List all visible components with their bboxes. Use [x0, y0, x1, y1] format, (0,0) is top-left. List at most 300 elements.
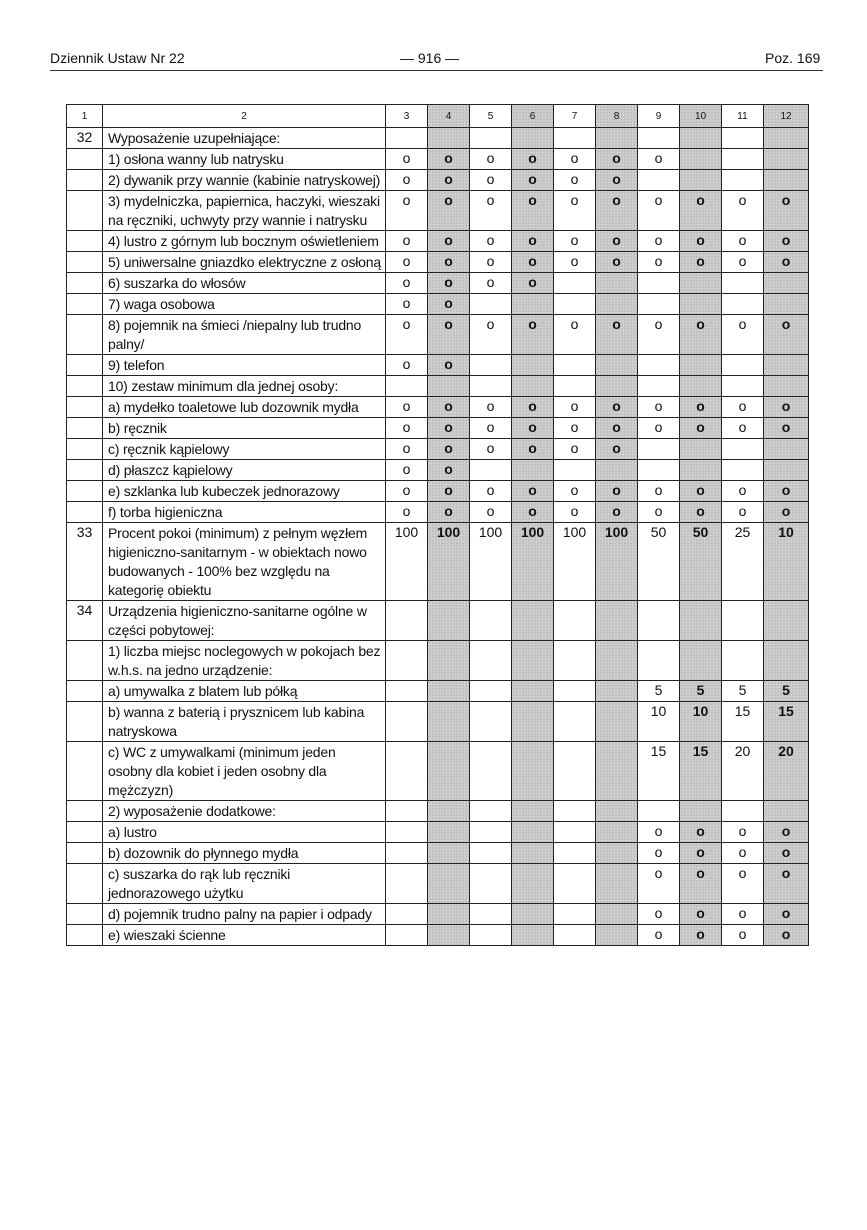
category-value-col-12 — [764, 801, 809, 822]
category-value-col-10: 10 — [680, 702, 722, 742]
category-value-col-3: o — [386, 231, 428, 252]
category-value-col-10 — [680, 439, 722, 460]
category-value-col-11: o — [722, 315, 764, 355]
category-value-col-12: o — [764, 418, 809, 439]
category-value-col-12: 10 — [764, 523, 809, 601]
category-value-col-3 — [386, 641, 428, 681]
row-number — [67, 460, 103, 481]
category-value-col-10: 5 — [680, 681, 722, 702]
row-number — [67, 191, 103, 231]
category-value-col-6 — [512, 801, 554, 822]
category-value-col-4: o — [428, 481, 470, 502]
table-row — [67, 397, 809, 418]
category-value-col-10 — [680, 149, 722, 170]
item-description: Wyposażenie uzupełniające: — [103, 128, 386, 149]
category-value-col-3: o — [386, 502, 428, 523]
category-value-col-4: o — [428, 191, 470, 231]
table-row — [67, 170, 809, 191]
item-description: 1) osłona wanny lub natrysku — [103, 149, 386, 170]
category-value-col-3 — [386, 601, 428, 641]
table-row — [67, 128, 809, 149]
category-value-col-4 — [428, 128, 470, 149]
category-value-col-3 — [386, 822, 428, 843]
category-value-col-6 — [512, 864, 554, 904]
table-row — [67, 864, 809, 904]
category-value-col-8 — [596, 294, 638, 315]
category-value-col-8: o — [596, 397, 638, 418]
category-value-col-10: o — [680, 231, 722, 252]
item-description: d) płaszcz kąpielowy — [103, 460, 386, 481]
category-value-col-7 — [554, 925, 596, 946]
category-value-col-10: 15 — [680, 742, 722, 801]
row-number — [67, 294, 103, 315]
category-value-col-7 — [554, 460, 596, 481]
category-value-col-7 — [554, 273, 596, 294]
category-value-col-7 — [554, 355, 596, 376]
category-value-col-8 — [596, 355, 638, 376]
category-value-col-7: o — [554, 481, 596, 502]
category-value-col-12: o — [764, 231, 809, 252]
category-value-col-5: o — [470, 170, 512, 191]
category-value-col-7: o — [554, 252, 596, 273]
category-value-col-6 — [512, 702, 554, 742]
table-row — [67, 355, 809, 376]
category-value-col-7: o — [554, 315, 596, 355]
category-value-col-11: o — [722, 843, 764, 864]
category-value-col-8 — [596, 601, 638, 641]
category-value-col-11: 15 — [722, 702, 764, 742]
category-value-col-5 — [470, 601, 512, 641]
category-value-col-11 — [722, 460, 764, 481]
item-description: f) torba higieniczna — [103, 502, 386, 523]
table-row — [67, 294, 809, 315]
category-value-col-9: o — [638, 925, 680, 946]
category-value-col-12: o — [764, 315, 809, 355]
category-value-col-4: o — [428, 273, 470, 294]
category-value-col-10 — [680, 376, 722, 397]
category-value-col-6: o — [512, 252, 554, 273]
category-value-col-7 — [554, 801, 596, 822]
category-value-col-4 — [428, 843, 470, 864]
category-value-col-3 — [386, 681, 428, 702]
category-value-col-3: 100 — [386, 523, 428, 601]
item-description: e) wieszaki ścienne — [103, 925, 386, 946]
category-value-col-7: o — [554, 170, 596, 191]
category-value-col-3 — [386, 128, 428, 149]
item-description: 2) wyposażenie dodatkowe: — [103, 801, 386, 822]
category-value-col-3: o — [386, 273, 428, 294]
category-value-col-7 — [554, 376, 596, 397]
category-value-col-12: o — [764, 397, 809, 418]
category-value-col-9: o — [638, 481, 680, 502]
category-value-col-9 — [638, 460, 680, 481]
category-value-col-6 — [512, 294, 554, 315]
category-value-col-5 — [470, 843, 512, 864]
category-value-col-12: o — [764, 252, 809, 273]
category-value-col-5 — [470, 742, 512, 801]
category-value-col-5: o — [470, 502, 512, 523]
category-value-col-11 — [722, 170, 764, 191]
category-value-col-7 — [554, 702, 596, 742]
row-number — [67, 376, 103, 397]
category-value-col-10: o — [680, 843, 722, 864]
category-value-col-6: o — [512, 439, 554, 460]
category-value-col-3: o — [386, 418, 428, 439]
category-value-col-6 — [512, 843, 554, 864]
category-value-col-4 — [428, 702, 470, 742]
category-value-col-4 — [428, 925, 470, 946]
category-value-col-8 — [596, 376, 638, 397]
category-value-col-11: o — [722, 822, 764, 843]
category-value-col-8 — [596, 128, 638, 149]
category-value-col-12 — [764, 439, 809, 460]
category-value-col-12 — [764, 170, 809, 191]
category-value-col-11: o — [722, 864, 764, 904]
category-value-col-8 — [596, 702, 638, 742]
row-number — [67, 315, 103, 355]
category-value-col-12 — [764, 641, 809, 681]
category-value-col-7: o — [554, 397, 596, 418]
row-number — [67, 864, 103, 904]
row-number — [67, 641, 103, 681]
category-value-col-8 — [596, 742, 638, 801]
item-description: b) ręcznik — [103, 418, 386, 439]
row-number — [67, 502, 103, 523]
category-value-col-6: 100 — [512, 523, 554, 601]
category-value-col-6: o — [512, 315, 554, 355]
category-value-col-11 — [722, 149, 764, 170]
category-value-col-9: o — [638, 864, 680, 904]
table-row — [67, 191, 809, 231]
category-value-col-8 — [596, 822, 638, 843]
category-value-col-9: 15 — [638, 742, 680, 801]
category-value-col-12: o — [764, 843, 809, 864]
category-value-col-5 — [470, 801, 512, 822]
page-number: — 916 — — [400, 50, 460, 66]
category-value-col-6 — [512, 681, 554, 702]
category-value-col-11: o — [722, 231, 764, 252]
category-value-col-6 — [512, 128, 554, 149]
column-header: 9 — [638, 105, 680, 128]
category-value-col-5 — [470, 702, 512, 742]
category-value-col-10: o — [680, 864, 722, 904]
category-value-col-12 — [764, 273, 809, 294]
table-row — [67, 460, 809, 481]
category-value-col-4: o — [428, 418, 470, 439]
category-value-col-5: 100 — [470, 523, 512, 601]
category-value-col-10: o — [680, 481, 722, 502]
category-value-col-5: o — [470, 315, 512, 355]
row-number: 33 — [67, 523, 103, 601]
category-value-col-3: o — [386, 149, 428, 170]
category-value-col-8: 100 — [596, 523, 638, 601]
table-row — [67, 481, 809, 502]
category-value-col-10: o — [680, 502, 722, 523]
row-number — [67, 252, 103, 273]
category-value-col-12: o — [764, 864, 809, 904]
item-description: a) umywalka z blatem lub półką — [103, 681, 386, 702]
category-value-col-3 — [386, 904, 428, 925]
category-value-col-12 — [764, 355, 809, 376]
row-number — [67, 149, 103, 170]
category-value-col-11 — [722, 294, 764, 315]
column-header: 12 — [764, 105, 809, 128]
category-value-col-4 — [428, 801, 470, 822]
item-description: 1) liczba miejsc noclegowych w pokojach bez w.h.s. na jedno urządzenie: — [103, 641, 386, 681]
category-value-col-9: o — [638, 418, 680, 439]
category-value-col-7 — [554, 864, 596, 904]
category-value-col-6: o — [512, 191, 554, 231]
category-value-col-5: o — [470, 397, 512, 418]
category-value-col-11: 5 — [722, 681, 764, 702]
category-value-col-9: o — [638, 231, 680, 252]
item-description: d) pojemnik trudno palny na papier i odpady — [103, 904, 386, 925]
category-value-col-5 — [470, 376, 512, 397]
position-number: Poz. 169 — [765, 50, 821, 66]
item-description: a) mydełko toaletowe lub dozownik mydła — [103, 397, 386, 418]
row-number — [67, 170, 103, 191]
category-value-col-4 — [428, 641, 470, 681]
category-value-col-9: o — [638, 252, 680, 273]
table-row — [67, 843, 809, 864]
item-description: 3) mydelniczka, papiernica, haczyki, wieszaki na ręczniki, uchwyty przy wannie i natrysku — [103, 191, 386, 231]
category-value-col-9: 5 — [638, 681, 680, 702]
category-value-col-7: o — [554, 418, 596, 439]
category-value-col-5 — [470, 681, 512, 702]
category-value-col-9 — [638, 170, 680, 191]
row-number — [67, 439, 103, 460]
item-description: Procent pokoi (minimum) z pełnym węzłem higieniczno-sanitarnym - w obiektach nowo budowanych - 100% bez względu na kategorię obiektu — [103, 523, 386, 601]
category-value-col-8: o — [596, 231, 638, 252]
category-value-col-3 — [386, 864, 428, 904]
row-number — [67, 231, 103, 252]
table-row — [67, 418, 809, 439]
table-row — [67, 702, 809, 742]
category-value-col-6: o — [512, 481, 554, 502]
table-row — [67, 681, 809, 702]
category-value-col-12: o — [764, 925, 809, 946]
item-description: b) dozownik do płynnego mydła — [103, 843, 386, 864]
journal-title: Dziennik Ustaw Nr 22 — [50, 50, 185, 66]
category-value-col-12: o — [764, 502, 809, 523]
category-value-col-12 — [764, 128, 809, 149]
table-row — [67, 904, 809, 925]
category-value-col-9: o — [638, 149, 680, 170]
category-value-col-5: o — [470, 149, 512, 170]
table-row — [67, 801, 809, 822]
category-value-col-3 — [386, 925, 428, 946]
column-header: 2 — [103, 105, 386, 128]
category-value-col-8 — [596, 681, 638, 702]
category-value-col-6: o — [512, 231, 554, 252]
category-value-col-6: o — [512, 418, 554, 439]
category-value-col-9: o — [638, 502, 680, 523]
table-row — [67, 641, 809, 681]
category-value-col-6: o — [512, 149, 554, 170]
category-value-col-4 — [428, 904, 470, 925]
category-value-col-8 — [596, 864, 638, 904]
row-number — [67, 843, 103, 864]
category-value-col-6 — [512, 641, 554, 681]
category-value-col-9: o — [638, 904, 680, 925]
category-value-col-10 — [680, 601, 722, 641]
category-value-col-7 — [554, 904, 596, 925]
category-value-col-3: o — [386, 315, 428, 355]
category-value-col-6: o — [512, 170, 554, 191]
column-header: 1 — [67, 105, 103, 128]
category-value-col-4 — [428, 681, 470, 702]
category-value-col-5: o — [470, 273, 512, 294]
row-number — [67, 801, 103, 822]
category-value-col-7 — [554, 822, 596, 843]
item-description: 10) zestaw minimum dla jednej osoby: — [103, 376, 386, 397]
category-value-col-3: o — [386, 397, 428, 418]
category-value-col-9: o — [638, 843, 680, 864]
category-value-col-11 — [722, 439, 764, 460]
category-value-col-6 — [512, 742, 554, 801]
category-value-col-5: o — [470, 481, 512, 502]
category-value-col-12 — [764, 460, 809, 481]
category-value-col-8: o — [596, 191, 638, 231]
row-number: 34 — [67, 601, 103, 641]
table-row — [67, 822, 809, 843]
category-value-col-8 — [596, 801, 638, 822]
category-value-col-7 — [554, 601, 596, 641]
category-value-col-8: o — [596, 315, 638, 355]
category-value-col-11 — [722, 801, 764, 822]
category-value-col-11: 25 — [722, 523, 764, 601]
category-value-col-9: o — [638, 315, 680, 355]
category-value-col-3 — [386, 376, 428, 397]
category-value-col-9 — [638, 801, 680, 822]
item-description: c) ręcznik kąpielowy — [103, 439, 386, 460]
category-value-col-8 — [596, 460, 638, 481]
category-value-col-4: o — [428, 502, 470, 523]
category-value-col-6 — [512, 355, 554, 376]
category-value-col-8: o — [596, 439, 638, 460]
item-description: e) szklanka lub kubeczek jednorazowy — [103, 481, 386, 502]
category-value-col-8: o — [596, 502, 638, 523]
category-value-col-10: o — [680, 418, 722, 439]
column-header: 10 — [680, 105, 722, 128]
category-value-col-4 — [428, 822, 470, 843]
category-value-col-5 — [470, 355, 512, 376]
category-value-col-11: o — [722, 191, 764, 231]
row-number — [67, 481, 103, 502]
row-number — [67, 702, 103, 742]
column-header: 5 — [470, 105, 512, 128]
category-value-col-11: 20 — [722, 742, 764, 801]
category-value-col-3: o — [386, 252, 428, 273]
table-row — [67, 523, 809, 601]
category-value-col-3: o — [386, 481, 428, 502]
category-value-col-3: o — [386, 170, 428, 191]
category-value-col-7 — [554, 843, 596, 864]
category-value-col-11: o — [722, 252, 764, 273]
category-value-col-8 — [596, 641, 638, 681]
category-value-col-10: o — [680, 904, 722, 925]
category-value-col-9 — [638, 439, 680, 460]
category-value-col-12 — [764, 294, 809, 315]
column-header: 7 — [554, 105, 596, 128]
row-number — [67, 355, 103, 376]
category-value-col-9 — [638, 641, 680, 681]
category-value-col-9 — [638, 601, 680, 641]
category-value-col-9 — [638, 376, 680, 397]
category-value-col-9: o — [638, 191, 680, 231]
category-value-col-12: 5 — [764, 681, 809, 702]
category-value-col-5: o — [470, 231, 512, 252]
category-value-col-10: o — [680, 397, 722, 418]
category-value-col-4: o — [428, 397, 470, 418]
category-value-col-4: o — [428, 252, 470, 273]
category-value-col-10 — [680, 801, 722, 822]
category-value-col-10: o — [680, 822, 722, 843]
table-row — [67, 925, 809, 946]
category-value-col-4: o — [428, 315, 470, 355]
item-description: a) lustro — [103, 822, 386, 843]
category-value-col-10: 50 — [680, 523, 722, 601]
category-value-col-10: o — [680, 315, 722, 355]
category-value-col-12 — [764, 376, 809, 397]
category-value-col-11: o — [722, 481, 764, 502]
table-row — [67, 315, 809, 355]
row-number — [67, 681, 103, 702]
column-number-row — [67, 105, 809, 128]
category-value-col-5 — [470, 294, 512, 315]
category-value-col-12: o — [764, 822, 809, 843]
category-value-col-11 — [722, 355, 764, 376]
category-value-col-7 — [554, 681, 596, 702]
item-description: b) wanna z baterią i prysznicem lub kabina natryskowa — [103, 702, 386, 742]
category-value-col-9: 10 — [638, 702, 680, 742]
category-value-col-12: 20 — [764, 742, 809, 801]
category-value-col-9 — [638, 294, 680, 315]
category-value-col-7: 100 — [554, 523, 596, 601]
category-value-col-5 — [470, 864, 512, 904]
category-value-col-5: o — [470, 191, 512, 231]
category-value-col-7: o — [554, 231, 596, 252]
item-description: 7) waga osobowa — [103, 294, 386, 315]
category-value-col-7 — [554, 294, 596, 315]
category-value-col-12 — [764, 149, 809, 170]
category-value-col-3 — [386, 742, 428, 801]
category-value-col-8: o — [596, 149, 638, 170]
category-value-col-11: o — [722, 904, 764, 925]
category-value-col-10 — [680, 170, 722, 191]
category-value-col-4 — [428, 376, 470, 397]
category-value-col-4: o — [428, 355, 470, 376]
row-number — [67, 742, 103, 801]
column-header: 6 — [512, 105, 554, 128]
category-value-col-6: o — [512, 273, 554, 294]
category-value-col-12: o — [764, 481, 809, 502]
category-value-col-7 — [554, 641, 596, 681]
category-value-col-5 — [470, 904, 512, 925]
category-value-col-9: 50 — [638, 523, 680, 601]
category-value-col-12: o — [764, 904, 809, 925]
category-value-col-8 — [596, 925, 638, 946]
category-value-col-7 — [554, 128, 596, 149]
category-value-col-8 — [596, 273, 638, 294]
category-value-col-10 — [680, 355, 722, 376]
category-value-col-6: o — [512, 502, 554, 523]
category-value-col-5: o — [470, 439, 512, 460]
table-row — [67, 502, 809, 523]
category-value-col-6 — [512, 601, 554, 641]
category-value-col-5: o — [470, 252, 512, 273]
category-value-col-12: o — [764, 191, 809, 231]
